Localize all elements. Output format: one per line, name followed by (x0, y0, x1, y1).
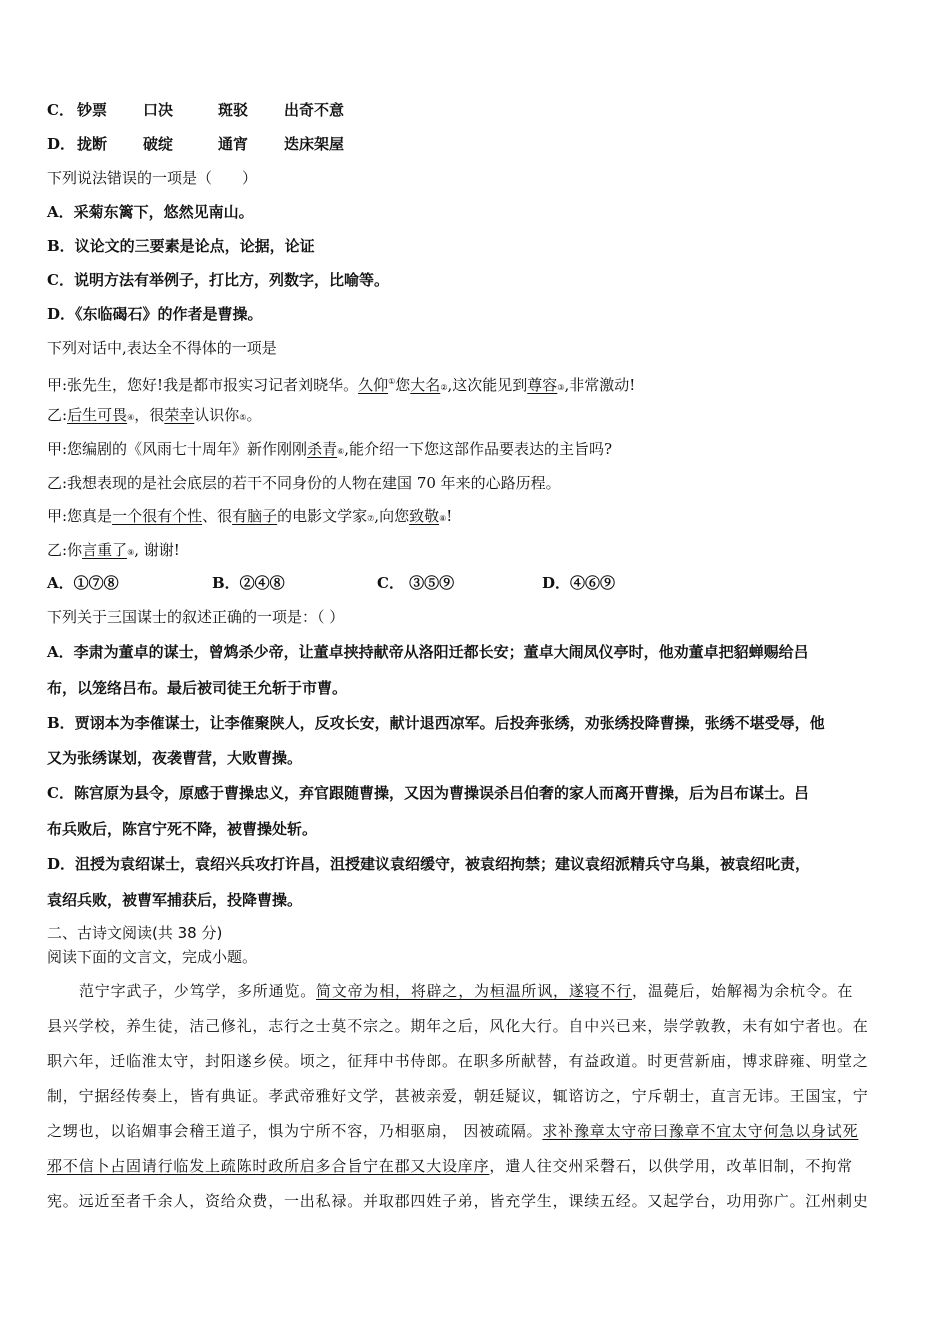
passage-line-5: 之甥也，以谄媚事会稽王道子，惧为宁所不容，乃相驱扇， 因被疏隔。求补豫章太守帝曰豫章不宜太守何急以身试死 (47, 1122, 859, 1140)
q1-option-d: D．《东临碣石》的作者是曹操。 (47, 305, 263, 323)
q2-dialog-line-4: 乙:我想表现的是社会底层的若干不同身份的人物在建国 70 年来的心路历程。 (47, 474, 561, 492)
q3-option-c-line-2: 布兵败后，陈宫宁死不降，被曹操处斩。 (47, 820, 318, 838)
q2-option-c: C． ③⑤⑨ (377, 574, 455, 592)
prev-option-d: D． 拢断 破绽 通宵 迭床架屋 (47, 135, 345, 153)
q3-option-d-line-2: 袁绍兵败，被曹军捕获后，投降曹操。 (47, 891, 303, 909)
q3-option-d-line-1: D．沮授为袁绍谋士，袁绍兴兵攻打许昌，沮授建议袁绍缓守，被袁绍拘禁；建议袁绍派精兵守乌巢，被袁绍叱责， (47, 855, 811, 873)
q2-dialog-line-6: 乙:你言重了⑨, 谢谢! (47, 541, 180, 559)
q3-option-b-line-1: B．贾诩本为李傕谋士，让李傕聚陕人，反攻长安，献计退西凉军。后投奔张绣，劝张绣投降曹操，张绣不堪受辱，他 (47, 714, 825, 732)
q2-option-d: D．④⑥⑨ (542, 574, 616, 592)
q2-option-a: A．①⑦⑧ (47, 574, 119, 592)
q2-dialog-line-2: 乙:后生可畏④，很荣幸认识你⑤。 (47, 406, 262, 424)
q1-stem: 下列说法错误的一项是（ ） (47, 169, 258, 187)
q2-dialog-line-3: 甲:您编剧的《风雨七十周年》新作刚刚杀青⑥,能介绍一下您这部作品要表达的主旨吗? (47, 440, 613, 458)
q3-option-b-line-2: 又为张绣谋划，夜袭曹营，大败曹操。 (47, 749, 303, 767)
q3-stem: 下列关于三国谋士的叙述正确的一项是：（ ） (47, 608, 345, 626)
q1-option-b: B．议论文的三要素是论点，论据，论证 (47, 237, 315, 255)
prev-option-c: C． 钞票 口决 斑驳 出奇不意 (47, 101, 345, 119)
q3-option-a-line-2: 布，以笼络吕布。最后被司徒王允斩于市曹。 (47, 679, 348, 697)
passage-line-6: 邪不信卜占固请行临发上疏陈时政所启多合旨宁在郡又大设庠序，遣人往交州采磬石，以供学用，改革旧制，不拘常 (47, 1157, 853, 1175)
q2-stem: 下列对话中,表达全不得体的一项是 (47, 339, 277, 357)
q1-option-c: C．说明方法有举例子，打比方，列数字，比喻等。 (47, 271, 389, 289)
q2-option-b: B．②④⑧ (212, 574, 285, 592)
section-intro: 阅读下面的文言文，完成小题。 (47, 948, 258, 966)
passage-line-4: 制，宁据经传奏上，皆有典证。孝武帝雅好文学，甚被亲爱，朝廷疑议，辄谘访之，宁斥朝士，直言无讳。王国宝，宁 (47, 1087, 869, 1105)
q3-option-c-line-1: C．陈宫原为县令，原感于曹操忠义，弃官跟随曹操，又因为曹操误杀吕伯奢的家人而离开曹操，后为吕布谋士。吕 (47, 784, 809, 802)
passage-line-1: 范宁字武子，少笃学，多所通览。简文帝为相，将辟之，为桓温所讽，遂寝不行，温薨后，始解褐为余杭令。在 (79, 982, 854, 1000)
q2-dialog-line-5: 甲:您真是一个很有个性、很有脑子的电影文学家⑦,向您致敬⑧! (47, 507, 453, 525)
passage-line-7: 宪。远近至者千余人，资给众费，一出私禄。并取郡四姓子弟，皆充学生，课续五经。又起学台，功用弥广。江州刺史 (47, 1192, 869, 1210)
q2-options (47, 573, 615, 593)
passage-line-2: 县兴学校，养生徒，洁己修礼，志行之士莫不宗之。期年之后，风化大行。自中兴已来，崇学敦教，未有如宁者也。在 (47, 1017, 869, 1035)
q3-option-a-line-1: A．李肃为董卓的谋士，曾鸩杀少帝，让董卓挟持献帝从洛阳迁都长安；董卓大闹凤仪亭时，他劝董卓把貂蝉赐给吕 (47, 643, 809, 661)
q1-option-a: A．采菊东篱下，悠然见南山。 (47, 203, 254, 221)
q2-dialog-line-1: 甲:张先生，您好!我是都市报实习记者刘晓华。久仰①您大名②,这次能见到尊容③,非常激动! (47, 376, 636, 394)
section-title: 二、古诗文阅读(共 38 分) (47, 924, 223, 942)
passage-line-3: 职六年，迁临淮太守，封阳遂乡侯。顷之，征拜中书侍郎。在职多所献替，有益政道。时更营新庙，博求辟雍、明堂之 (47, 1052, 869, 1070)
